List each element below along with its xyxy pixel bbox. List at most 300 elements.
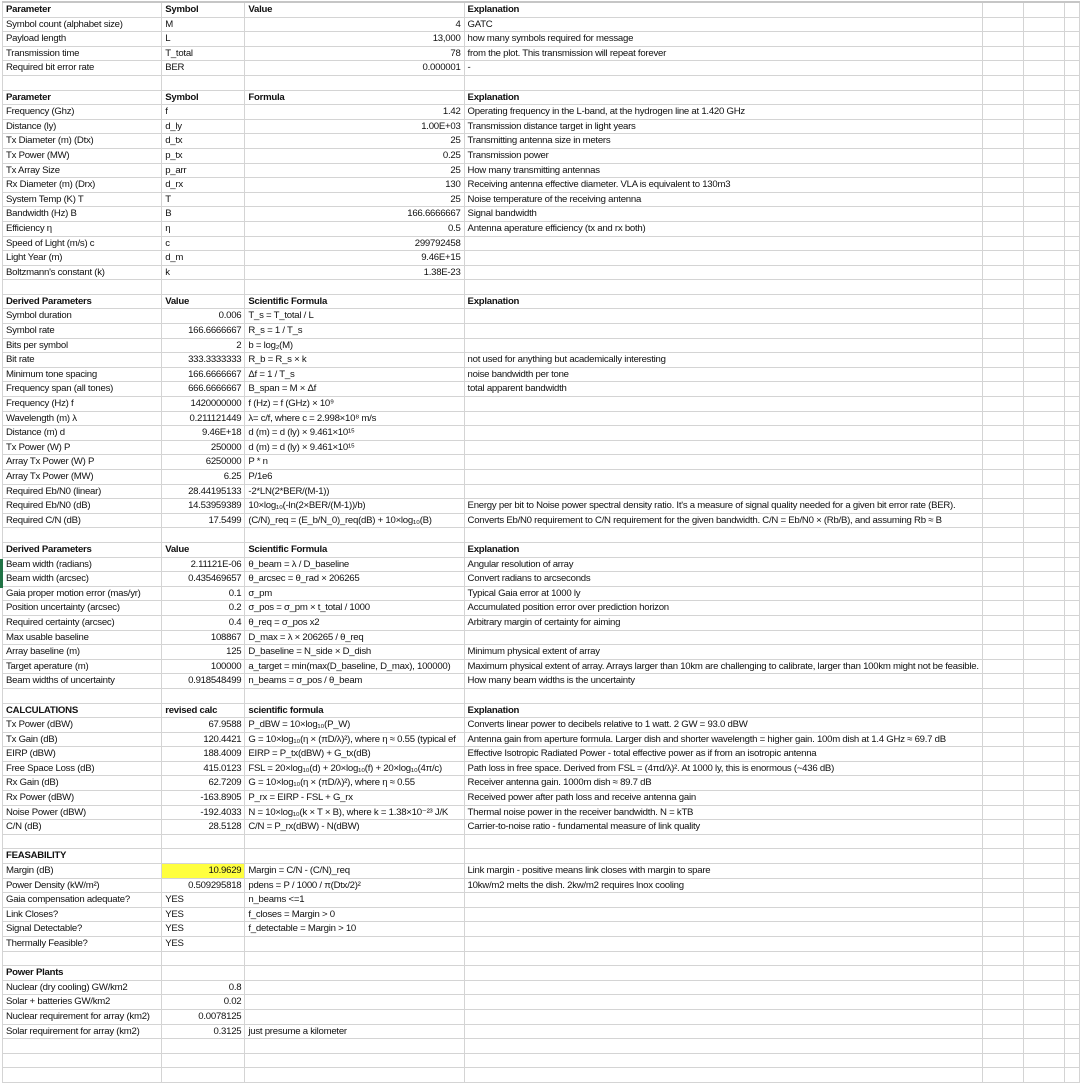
explanation-cell[interactable] bbox=[464, 922, 982, 937]
empty-cell[interactable] bbox=[1023, 849, 1064, 864]
empty-cell[interactable] bbox=[982, 178, 1023, 193]
value-cell[interactable]: 9.46E+18 bbox=[162, 426, 245, 441]
empty-cell[interactable] bbox=[1064, 61, 1079, 76]
empty-cell[interactable] bbox=[1064, 674, 1079, 689]
value-cell[interactable]: 415.0123 bbox=[162, 761, 245, 776]
empty-cell[interactable] bbox=[982, 980, 1023, 995]
empty-cell[interactable] bbox=[1023, 937, 1064, 952]
value-cell[interactable]: 1.38E-23 bbox=[245, 265, 464, 280]
empty-cell[interactable] bbox=[1023, 207, 1064, 222]
formula-cell[interactable]: D_baseline = N_side × D_dish bbox=[245, 645, 464, 660]
empty-cell[interactable] bbox=[1064, 761, 1079, 776]
parameter-cell[interactable]: Bits per symbol bbox=[3, 338, 162, 353]
empty-cell[interactable] bbox=[1064, 980, 1079, 995]
value-cell[interactable]: 666.6666667 bbox=[162, 382, 245, 397]
explanation-cell[interactable]: Transmission power bbox=[464, 148, 982, 163]
empty-cell[interactable] bbox=[982, 411, 1023, 426]
explanation-cell[interactable]: Arbitrary margin of certainty for aiming bbox=[464, 615, 982, 630]
empty-cell[interactable] bbox=[982, 864, 1023, 879]
empty-cell[interactable] bbox=[1023, 484, 1064, 499]
column-header[interactable]: Derived Parameters bbox=[3, 294, 162, 309]
empty-cell[interactable] bbox=[1064, 192, 1079, 207]
empty-cell[interactable] bbox=[1023, 922, 1064, 937]
parameter-cell[interactable]: Link Closes? bbox=[3, 907, 162, 922]
formula-cell[interactable]: λ= c/f, where c = 2.998×10⁸ m/s bbox=[245, 411, 464, 426]
formula-cell[interactable]: R_b = R_s × k bbox=[245, 353, 464, 368]
formula-cell[interactable] bbox=[245, 937, 464, 952]
explanation-cell[interactable]: Path loss in free space. Derived from FSL = (4πd/λ)². At 1000 ly, this is enormous (~436 dB) bbox=[464, 761, 982, 776]
parameter-cell[interactable]: Tx Array Size bbox=[3, 163, 162, 178]
empty-cell[interactable] bbox=[982, 776, 1023, 791]
column-header[interactable]: Explanation bbox=[464, 294, 982, 309]
empty-cell[interactable] bbox=[1023, 163, 1064, 178]
empty-cell[interactable] bbox=[1023, 119, 1064, 134]
column-header[interactable]: FEASABILITY bbox=[3, 849, 162, 864]
value-cell[interactable]: 78 bbox=[245, 46, 464, 61]
empty-cell[interactable] bbox=[3, 1039, 162, 1054]
empty-cell[interactable] bbox=[1023, 440, 1064, 455]
value-cell[interactable]: 67.9588 bbox=[162, 718, 245, 733]
explanation-cell[interactable] bbox=[464, 630, 982, 645]
parameter-cell[interactable]: Array Tx Power (MW) bbox=[3, 470, 162, 485]
empty-cell[interactable] bbox=[1064, 645, 1079, 660]
parameter-cell[interactable]: Symbol duration bbox=[3, 309, 162, 324]
empty-cell[interactable] bbox=[1064, 280, 1079, 295]
empty-cell[interactable] bbox=[982, 703, 1023, 718]
symbol-cell[interactable]: f bbox=[162, 105, 245, 120]
symbol-cell[interactable]: T_total bbox=[162, 46, 245, 61]
parameter-cell[interactable]: Solar requirement for array (km2) bbox=[3, 1024, 162, 1039]
empty-cell[interactable] bbox=[1023, 75, 1064, 90]
parameter-cell[interactable]: Bandwidth (Hz) B bbox=[3, 207, 162, 222]
explanation-cell[interactable] bbox=[464, 338, 982, 353]
empty-cell[interactable] bbox=[982, 557, 1023, 572]
empty-cell[interactable] bbox=[982, 280, 1023, 295]
empty-cell[interactable] bbox=[982, 353, 1023, 368]
value-cell[interactable]: 108867 bbox=[162, 630, 245, 645]
empty-cell[interactable] bbox=[245, 834, 464, 849]
parameter-cell[interactable]: Tx Power (dBW) bbox=[3, 718, 162, 733]
empty-cell[interactable] bbox=[982, 688, 1023, 703]
empty-cell[interactable] bbox=[982, 878, 1023, 893]
parameter-cell[interactable]: Rx Power (dBW) bbox=[3, 791, 162, 806]
empty-cell[interactable] bbox=[982, 207, 1023, 222]
value-cell[interactable]: 0.509295818 bbox=[162, 878, 245, 893]
empty-cell[interactable] bbox=[982, 470, 1023, 485]
empty-cell[interactable] bbox=[982, 805, 1023, 820]
formula-cell[interactable]: θ_beam = λ / D_baseline bbox=[245, 557, 464, 572]
parameter-cell[interactable]: Frequency (Ghz) bbox=[3, 105, 162, 120]
empty-cell[interactable] bbox=[1023, 309, 1064, 324]
column-header[interactable]: scientific formula bbox=[245, 703, 464, 718]
empty-cell[interactable] bbox=[1064, 747, 1079, 762]
empty-cell[interactable] bbox=[982, 718, 1023, 733]
formula-cell[interactable]: P * n bbox=[245, 455, 464, 470]
empty-cell[interactable] bbox=[982, 32, 1023, 47]
explanation-cell[interactable]: Transmitting antenna size in meters bbox=[464, 134, 982, 149]
explanation-cell[interactable]: Accumulated position error over prediction horizon bbox=[464, 601, 982, 616]
parameter-cell[interactable]: Tx Power (MW) bbox=[3, 148, 162, 163]
empty-cell[interactable] bbox=[1064, 630, 1079, 645]
parameter-cell[interactable]: Free Space Loss (dB) bbox=[3, 761, 162, 776]
empty-cell[interactable] bbox=[245, 280, 464, 295]
empty-cell[interactable] bbox=[1023, 46, 1064, 61]
empty-cell[interactable] bbox=[1023, 776, 1064, 791]
value-cell[interactable]: 100000 bbox=[162, 659, 245, 674]
parameter-cell[interactable]: Wavelength (m) λ bbox=[3, 411, 162, 426]
empty-cell[interactable] bbox=[982, 265, 1023, 280]
empty-cell[interactable] bbox=[1064, 1009, 1079, 1024]
explanation-cell[interactable]: Link margin - positive means link closes with margin to spare bbox=[464, 864, 982, 879]
explanation-cell[interactable]: Operating frequency in the L-band, at the hydrogen line at 1.420 GHz bbox=[464, 105, 982, 120]
empty-cell[interactable] bbox=[1023, 893, 1064, 908]
column-header[interactable]: Value bbox=[245, 2, 464, 17]
formula-cell[interactable]: a_target = min(max(D_baseline, D_max), 100000) bbox=[245, 659, 464, 674]
empty-cell[interactable] bbox=[982, 192, 1023, 207]
explanation-cell[interactable]: not used for anything but academically interesting bbox=[464, 353, 982, 368]
value-cell[interactable]: 1.00E+03 bbox=[245, 119, 464, 134]
parameter-cell[interactable]: Max usable baseline bbox=[3, 630, 162, 645]
column-header[interactable] bbox=[245, 849, 464, 864]
value-cell[interactable]: 4 bbox=[245, 17, 464, 32]
value-cell[interactable]: 6.25 bbox=[162, 470, 245, 485]
formula-cell[interactable]: d (m) = d (ly) × 9.461×10¹⁵ bbox=[245, 440, 464, 455]
empty-cell[interactable] bbox=[1023, 732, 1064, 747]
value-cell[interactable]: 299792458 bbox=[245, 236, 464, 251]
empty-cell[interactable] bbox=[464, 75, 982, 90]
explanation-cell[interactable] bbox=[464, 397, 982, 412]
empty-cell[interactable] bbox=[1064, 966, 1079, 981]
value-cell[interactable]: 0.4 bbox=[162, 615, 245, 630]
empty-cell[interactable] bbox=[162, 834, 245, 849]
empty-cell[interactable] bbox=[1064, 163, 1079, 178]
value-cell[interactable]: 0.000001 bbox=[245, 61, 464, 76]
empty-cell[interactable] bbox=[1023, 178, 1064, 193]
empty-cell[interactable] bbox=[1023, 265, 1064, 280]
empty-cell[interactable] bbox=[982, 382, 1023, 397]
empty-cell[interactable] bbox=[1023, 718, 1064, 733]
empty-cell[interactable] bbox=[1064, 907, 1079, 922]
empty-cell[interactable] bbox=[1064, 834, 1079, 849]
empty-cell[interactable] bbox=[1064, 105, 1079, 120]
empty-cell[interactable] bbox=[1064, 718, 1079, 733]
formula-cell[interactable] bbox=[245, 1009, 464, 1024]
empty-cell[interactable] bbox=[982, 163, 1023, 178]
empty-cell[interactable] bbox=[162, 688, 245, 703]
empty-cell[interactable] bbox=[1064, 601, 1079, 616]
empty-cell[interactable] bbox=[1023, 761, 1064, 776]
value-cell[interactable]: 28.5128 bbox=[162, 820, 245, 835]
column-header[interactable]: revised calc bbox=[162, 703, 245, 718]
empty-cell[interactable] bbox=[1023, 980, 1064, 995]
empty-cell[interactable] bbox=[1023, 90, 1064, 105]
column-header[interactable]: Derived Parameters bbox=[3, 542, 162, 557]
empty-cell[interactable] bbox=[1023, 1024, 1064, 1039]
parameter-cell[interactable]: Noise Power (dBW) bbox=[3, 805, 162, 820]
empty-cell[interactable] bbox=[245, 75, 464, 90]
column-header[interactable]: Explanation bbox=[464, 2, 982, 17]
formula-cell[interactable]: T_s = T_total / L bbox=[245, 309, 464, 324]
explanation-cell[interactable]: Receiving antenna effective diameter. VLA is equivalent to 130m3 bbox=[464, 178, 982, 193]
empty-cell[interactable] bbox=[162, 1068, 245, 1083]
empty-cell[interactable] bbox=[3, 75, 162, 90]
empty-cell[interactable] bbox=[245, 951, 464, 966]
empty-cell[interactable] bbox=[245, 1068, 464, 1083]
empty-cell[interactable] bbox=[464, 688, 982, 703]
formula-cell[interactable]: d (m) = d (ly) × 9.461×10¹⁵ bbox=[245, 426, 464, 441]
explanation-cell[interactable]: - bbox=[464, 61, 982, 76]
empty-cell[interactable] bbox=[1064, 353, 1079, 368]
empty-cell[interactable] bbox=[982, 586, 1023, 601]
parameter-cell[interactable]: Margin (dB) bbox=[3, 864, 162, 879]
parameter-cell[interactable]: Nuclear (dry cooling) GW/km2 bbox=[3, 980, 162, 995]
empty-cell[interactable] bbox=[1064, 90, 1079, 105]
empty-cell[interactable] bbox=[982, 849, 1023, 864]
column-header[interactable] bbox=[245, 966, 464, 981]
empty-cell[interactable] bbox=[1064, 32, 1079, 47]
parameter-cell[interactable]: Symbol rate bbox=[3, 324, 162, 339]
empty-cell[interactable] bbox=[982, 46, 1023, 61]
empty-cell[interactable] bbox=[1023, 338, 1064, 353]
explanation-cell[interactable]: total apparent bandwidth bbox=[464, 382, 982, 397]
explanation-cell[interactable]: Converts linear power to decibels relative to 1 watt. 2 GW = 93.0 dBW bbox=[464, 718, 982, 733]
empty-cell[interactable] bbox=[464, 528, 982, 543]
empty-cell[interactable] bbox=[1064, 309, 1079, 324]
value-cell[interactable]: YES bbox=[162, 937, 245, 952]
value-cell[interactable]: 17.5499 bbox=[162, 513, 245, 528]
formula-cell[interactable]: n_beams <=1 bbox=[245, 893, 464, 908]
explanation-cell[interactable] bbox=[464, 1009, 982, 1024]
empty-cell[interactable] bbox=[1023, 192, 1064, 207]
value-cell[interactable]: 0.25 bbox=[245, 148, 464, 163]
value-cell[interactable]: 130 bbox=[245, 178, 464, 193]
empty-cell[interactable] bbox=[1064, 805, 1079, 820]
empty-cell[interactable] bbox=[982, 907, 1023, 922]
value-cell[interactable]: 166.6666667 bbox=[162, 367, 245, 382]
value-cell[interactable]: -192.4033 bbox=[162, 805, 245, 820]
empty-cell[interactable] bbox=[162, 280, 245, 295]
formula-cell[interactable]: f (Hz) = f (GHz) × 10⁹ bbox=[245, 397, 464, 412]
value-cell[interactable]: 166.6666667 bbox=[245, 207, 464, 222]
column-header[interactable] bbox=[162, 849, 245, 864]
value-cell[interactable]: 10.9629 bbox=[162, 864, 245, 879]
empty-cell[interactable] bbox=[1023, 236, 1064, 251]
value-cell[interactable]: 0.8 bbox=[162, 980, 245, 995]
empty-cell[interactable] bbox=[1023, 572, 1064, 587]
parameter-cell[interactable]: Speed of Light (m/s) c bbox=[3, 236, 162, 251]
formula-cell[interactable]: θ_req = σ_pos x2 bbox=[245, 615, 464, 630]
empty-cell[interactable] bbox=[3, 688, 162, 703]
empty-cell[interactable] bbox=[1064, 820, 1079, 835]
parameter-cell[interactable]: EIRP (dBW) bbox=[3, 747, 162, 762]
formula-cell[interactable]: σ_pos = σ_pm × t_total / 1000 bbox=[245, 601, 464, 616]
parameter-cell[interactable]: Payload length bbox=[3, 32, 162, 47]
formula-cell[interactable]: 10×log₁₀(-ln(2×BER/(M-1))/b) bbox=[245, 499, 464, 514]
empty-cell[interactable] bbox=[1064, 455, 1079, 470]
formula-cell[interactable]: Δf = 1 / T_s bbox=[245, 367, 464, 382]
parameter-cell[interactable]: Light Year (m) bbox=[3, 251, 162, 266]
parameter-cell[interactable]: Power Density (kW/m²) bbox=[3, 878, 162, 893]
empty-cell[interactable] bbox=[464, 280, 982, 295]
value-cell[interactable]: 25 bbox=[245, 192, 464, 207]
formula-cell[interactable]: EIRP = P_tx(dBW) + G_tx(dB) bbox=[245, 747, 464, 762]
empty-cell[interactable] bbox=[982, 426, 1023, 441]
empty-cell[interactable] bbox=[982, 732, 1023, 747]
symbol-cell[interactable]: c bbox=[162, 236, 245, 251]
empty-cell[interactable] bbox=[1064, 776, 1079, 791]
empty-cell[interactable] bbox=[982, 820, 1023, 835]
empty-cell[interactable] bbox=[1023, 513, 1064, 528]
empty-cell[interactable] bbox=[982, 294, 1023, 309]
value-cell[interactable]: 14.53959389 bbox=[162, 499, 245, 514]
symbol-cell[interactable]: M bbox=[162, 17, 245, 32]
empty-cell[interactable] bbox=[1064, 893, 1079, 908]
empty-cell[interactable] bbox=[982, 834, 1023, 849]
explanation-cell[interactable] bbox=[464, 937, 982, 952]
explanation-cell[interactable]: Signal bandwidth bbox=[464, 207, 982, 222]
symbol-cell[interactable]: T bbox=[162, 192, 245, 207]
empty-cell[interactable] bbox=[245, 1039, 464, 1054]
empty-cell[interactable] bbox=[982, 134, 1023, 149]
explanation-cell[interactable]: Thermal noise power in the receiver bandwidth. N = kTB bbox=[464, 805, 982, 820]
formula-cell[interactable]: -2*LN(2*BER/(M-1)) bbox=[245, 484, 464, 499]
empty-cell[interactable] bbox=[982, 484, 1023, 499]
empty-cell[interactable] bbox=[982, 966, 1023, 981]
value-cell[interactable]: 1420000000 bbox=[162, 397, 245, 412]
empty-cell[interactable] bbox=[1064, 864, 1079, 879]
empty-cell[interactable] bbox=[982, 148, 1023, 163]
explanation-cell[interactable] bbox=[464, 324, 982, 339]
column-header[interactable]: Explanation bbox=[464, 542, 982, 557]
empty-cell[interactable] bbox=[1023, 426, 1064, 441]
empty-cell[interactable] bbox=[1064, 849, 1079, 864]
empty-cell[interactable] bbox=[1064, 119, 1079, 134]
value-cell[interactable]: YES bbox=[162, 922, 245, 937]
explanation-cell[interactable]: noise bandwidth per tone bbox=[464, 367, 982, 382]
empty-cell[interactable] bbox=[982, 937, 1023, 952]
value-cell[interactable]: 0.5 bbox=[245, 221, 464, 236]
empty-cell[interactable] bbox=[982, 995, 1023, 1010]
empty-cell[interactable] bbox=[982, 513, 1023, 528]
explanation-cell[interactable] bbox=[464, 426, 982, 441]
empty-cell[interactable] bbox=[982, 324, 1023, 339]
empty-cell[interactable] bbox=[1064, 572, 1079, 587]
empty-cell[interactable] bbox=[982, 674, 1023, 689]
empty-cell[interactable] bbox=[245, 528, 464, 543]
parameter-cell[interactable]: Distance (m) d bbox=[3, 426, 162, 441]
parameter-cell[interactable]: Efficiency η bbox=[3, 221, 162, 236]
empty-cell[interactable] bbox=[3, 528, 162, 543]
empty-cell[interactable] bbox=[162, 528, 245, 543]
empty-cell[interactable] bbox=[982, 572, 1023, 587]
value-cell[interactable]: 125 bbox=[162, 645, 245, 660]
empty-cell[interactable] bbox=[1023, 645, 1064, 660]
empty-cell[interactable] bbox=[982, 367, 1023, 382]
empty-cell[interactable] bbox=[982, 105, 1023, 120]
empty-cell[interactable] bbox=[982, 893, 1023, 908]
empty-cell[interactable] bbox=[1064, 732, 1079, 747]
explanation-cell[interactable]: Received power after path loss and receive antenna gain bbox=[464, 791, 982, 806]
empty-cell[interactable] bbox=[1064, 2, 1079, 17]
parameter-cell[interactable]: Array Tx Power (W) P bbox=[3, 455, 162, 470]
parameter-cell[interactable]: Rx Gain (dB) bbox=[3, 776, 162, 791]
empty-cell[interactable] bbox=[464, 951, 982, 966]
formula-cell[interactable]: just presume a kilometer bbox=[245, 1024, 464, 1039]
empty-cell[interactable] bbox=[1023, 820, 1064, 835]
column-header[interactable]: Parameter bbox=[3, 90, 162, 105]
parameter-cell[interactable]: Tx Power (W) P bbox=[3, 440, 162, 455]
empty-cell[interactable] bbox=[982, 499, 1023, 514]
parameter-cell[interactable]: Required C/N (dB) bbox=[3, 513, 162, 528]
explanation-cell[interactable]: how many symbols required for message bbox=[464, 32, 982, 47]
empty-cell[interactable] bbox=[982, 119, 1023, 134]
empty-cell[interactable] bbox=[1064, 236, 1079, 251]
empty-cell[interactable] bbox=[1064, 1039, 1079, 1054]
empty-cell[interactable] bbox=[1064, 1024, 1079, 1039]
parameter-cell[interactable]: Required Eb/N0 (linear) bbox=[3, 484, 162, 499]
empty-cell[interactable] bbox=[1023, 2, 1064, 17]
value-cell[interactable]: 6250000 bbox=[162, 455, 245, 470]
parameter-cell[interactable]: Required bit error rate bbox=[3, 61, 162, 76]
empty-cell[interactable] bbox=[982, 221, 1023, 236]
column-header[interactable]: CALCULATIONS bbox=[3, 703, 162, 718]
parameter-cell[interactable]: Rx Diameter (m) (Drx) bbox=[3, 178, 162, 193]
parameter-cell[interactable]: Frequency span (all tones) bbox=[3, 382, 162, 397]
column-header[interactable]: Value bbox=[162, 294, 245, 309]
empty-cell[interactable] bbox=[982, 1068, 1023, 1083]
symbol-cell[interactable]: BER bbox=[162, 61, 245, 76]
empty-cell[interactable] bbox=[1064, 367, 1079, 382]
parameter-cell[interactable]: System Temp (K) T bbox=[3, 192, 162, 207]
value-cell[interactable]: 25 bbox=[245, 163, 464, 178]
explanation-cell[interactable] bbox=[464, 893, 982, 908]
empty-cell[interactable] bbox=[3, 834, 162, 849]
empty-cell[interactable] bbox=[1064, 148, 1079, 163]
explanation-cell[interactable]: 10kw/m2 melts the dish. 2kw/m2 requires lnox cooling bbox=[464, 878, 982, 893]
empty-cell[interactable] bbox=[1064, 659, 1079, 674]
empty-cell[interactable] bbox=[982, 615, 1023, 630]
parameter-cell[interactable]: Required Eb/N0 (dB) bbox=[3, 499, 162, 514]
empty-cell[interactable] bbox=[1023, 61, 1064, 76]
parameter-cell[interactable]: Tx Diameter (m) (Dtx) bbox=[3, 134, 162, 149]
empty-cell[interactable] bbox=[1023, 805, 1064, 820]
formula-cell[interactable]: B_span = M × Δf bbox=[245, 382, 464, 397]
empty-cell[interactable] bbox=[982, 761, 1023, 776]
empty-cell[interactable] bbox=[1064, 1068, 1079, 1083]
explanation-cell[interactable] bbox=[464, 236, 982, 251]
value-cell[interactable]: 166.6666667 bbox=[162, 324, 245, 339]
empty-cell[interactable] bbox=[1064, 17, 1079, 32]
empty-cell[interactable] bbox=[1064, 937, 1079, 952]
column-header[interactable]: Symbol bbox=[162, 2, 245, 17]
explanation-cell[interactable] bbox=[464, 440, 982, 455]
empty-cell[interactable] bbox=[982, 1039, 1023, 1054]
empty-cell[interactable] bbox=[1064, 294, 1079, 309]
parameter-cell[interactable]: Tx Gain (dB) bbox=[3, 732, 162, 747]
column-header[interactable]: Scientific Formula bbox=[245, 542, 464, 557]
value-cell[interactable]: YES bbox=[162, 893, 245, 908]
empty-cell[interactable] bbox=[1064, 557, 1079, 572]
empty-cell[interactable] bbox=[982, 630, 1023, 645]
column-header[interactable]: Explanation bbox=[464, 90, 982, 105]
explanation-cell[interactable]: Carrier-to-noise ratio - fundamental measure of link quality bbox=[464, 820, 982, 835]
empty-cell[interactable] bbox=[1064, 484, 1079, 499]
empty-cell[interactable] bbox=[1023, 878, 1064, 893]
explanation-cell[interactable] bbox=[464, 980, 982, 995]
empty-cell[interactable] bbox=[1064, 995, 1079, 1010]
empty-cell[interactable] bbox=[1064, 338, 1079, 353]
column-header[interactable]: Scientific Formula bbox=[245, 294, 464, 309]
